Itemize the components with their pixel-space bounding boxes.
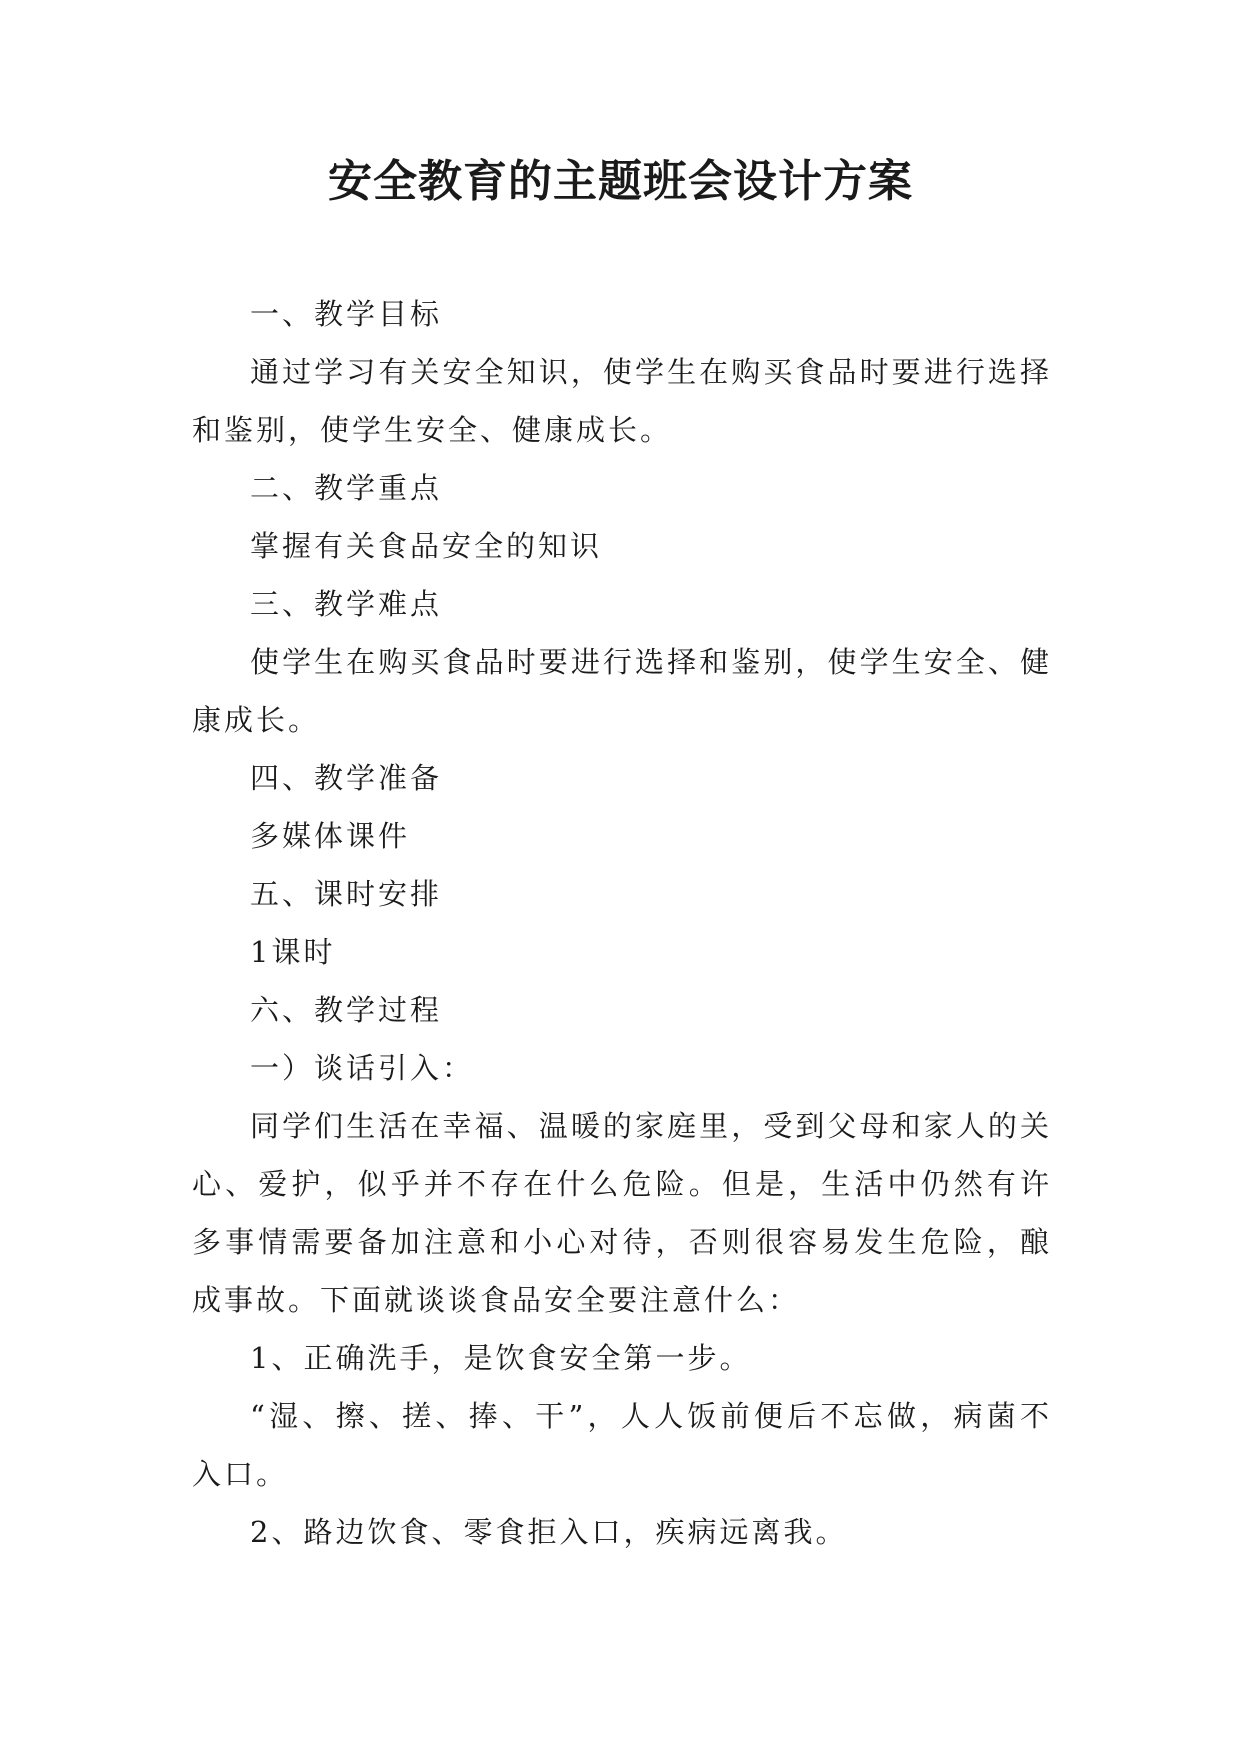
paragraph-class-schedule: 1课时 [250, 935, 336, 969]
heading-teaching-process: 六、教学过程 [250, 993, 443, 1027]
document-title: 安全教育的主题班会设计方案 [328, 156, 913, 207]
item-hand-washing: 1、正确洗手，是饮食安全第一步。 [250, 1341, 752, 1375]
heading-teaching-difficulty: 三、教学难点 [250, 587, 443, 621]
paragraph-introduction: 同学们生活在幸福、温暖的家庭里，受到父母和家人的关心、爱护，似乎并不存在什么危险。但是，生活中仍然有许多事情需要备加注意和小心对待，否则很容易发生危险，酿成事故。下面就谈谈食品安全要注意什么： [192, 1109, 1052, 1317]
paragraph-hand-washing: “湿、擦、搓、捧、干”，人人饭前便后不忘做，病菌不入口。 [192, 1399, 1052, 1491]
paragraph-teaching-preparation: 多媒体课件 [250, 819, 411, 853]
item-street-food: 2、路边饮食、零食拒入口，疾病远离我。 [250, 1515, 848, 1549]
paragraph-teaching-goals: 通过学习有关安全知识，使学生在购买食品时要进行选择和鉴别，使学生安全、健康成长。 [192, 355, 1052, 447]
paragraph-teaching-difficulty: 使学生在购买食品时要进行选择和鉴别，使学生安全、健康成长。 [192, 645, 1052, 737]
heading-teaching-preparation: 四、教学准备 [250, 761, 443, 795]
heading-teaching-goals: 一、教学目标 [250, 297, 443, 331]
document-body [192, 285, 1052, 1561]
paragraph-teaching-focus: 掌握有关食品安全的知识 [250, 529, 603, 563]
heading-teaching-focus: 二、教学重点 [250, 471, 443, 505]
heading-class-schedule: 五、课时安排 [250, 877, 443, 911]
subheading-introduction: 一）谈话引入： [250, 1051, 475, 1085]
